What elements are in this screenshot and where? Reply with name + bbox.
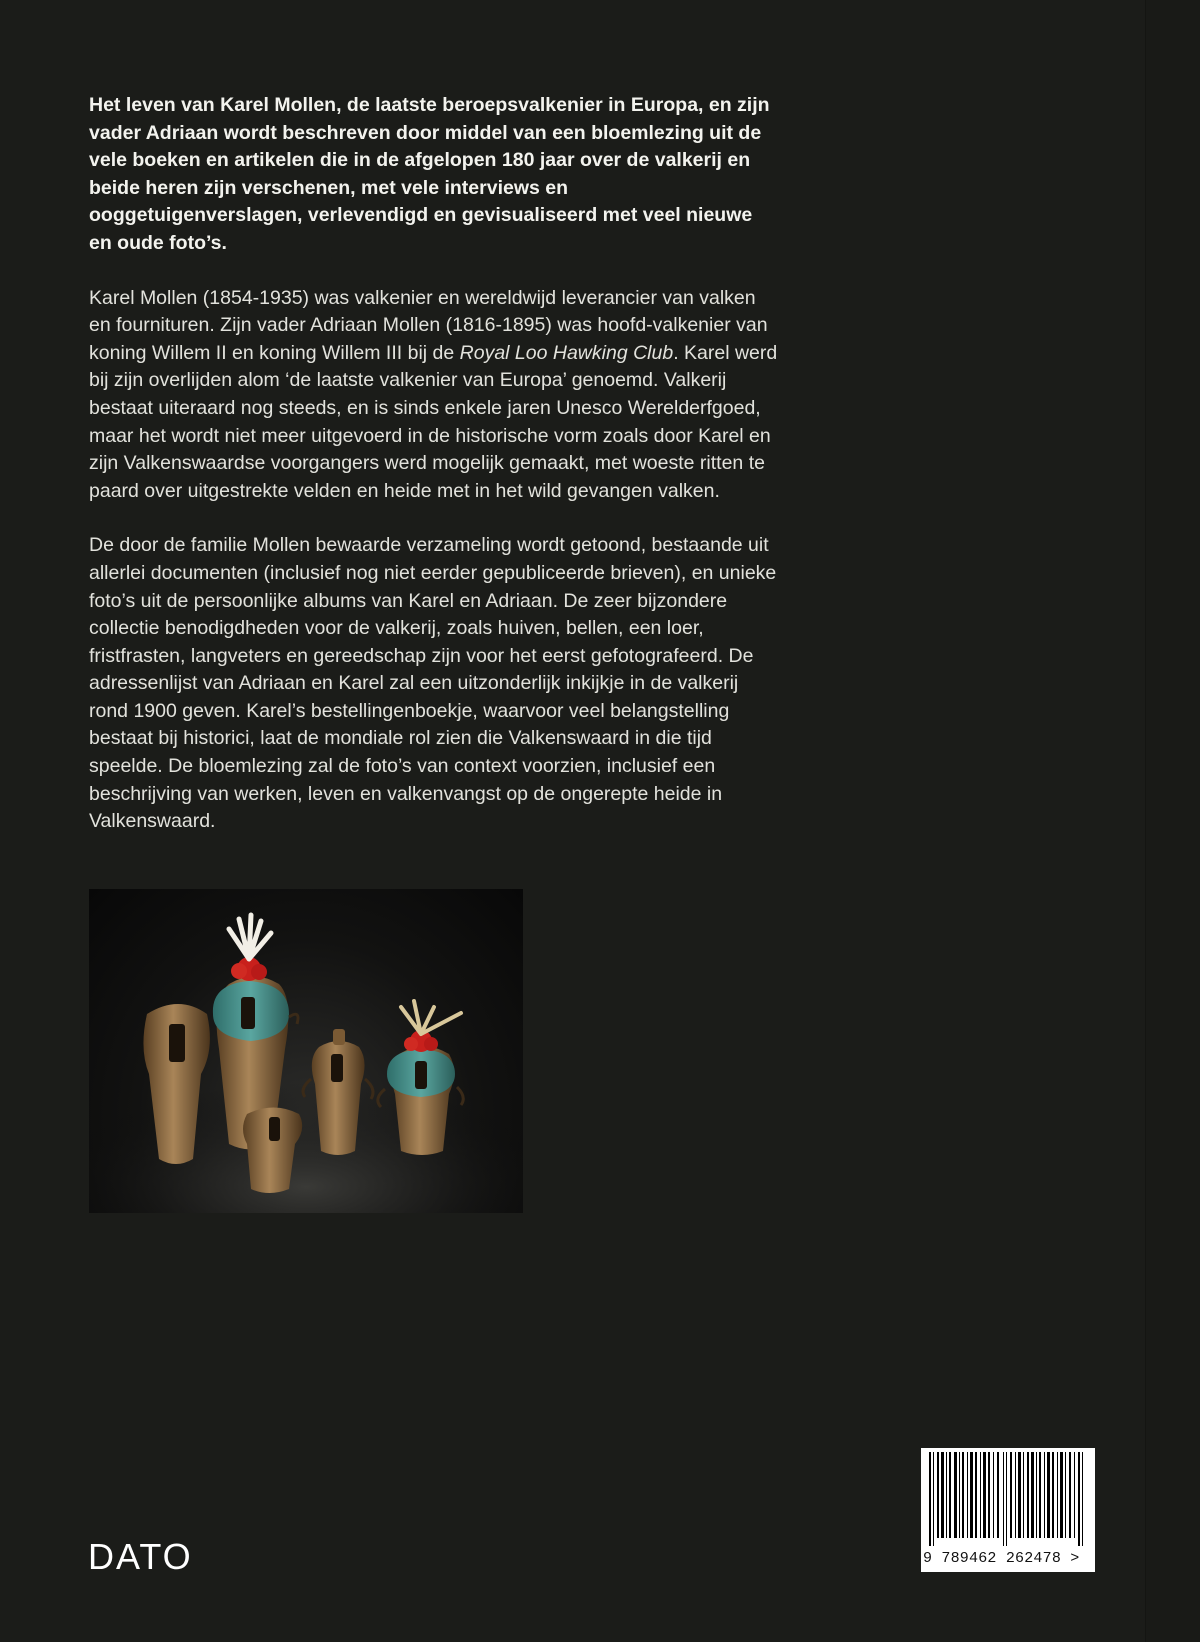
- isbn-number: 9 789462 262478 >: [923, 1550, 1080, 1567]
- falcon-hoods-photo: [89, 889, 523, 1213]
- publisher-logo: DATO: [88, 1536, 193, 1577]
- back-cover-text: [89, 92, 779, 863]
- biography-text-1: Karel Mollen (1854-1935) was valkenier en wereldwijd leverancier van valken en fournituren. Zijn vader Adriaan Mollen (1816-1895) was hoofd-valkenier van koning Willem II en koning Willem III bij de: [89, 286, 768, 364]
- intro-paragraph: Het leven van Karel Mollen, de laatste beroepsvalkenier in Europa, en zijn vader Adriaan wordt beschreven door middel van een bloemlezing uit de vele boeken en artikelen die in de afgelopen 180 jaar over de valkerij en beide heren zijn verschenen, met vele interviews en ooggetuigenverslagen, verlevendigd en gevisualiseerd met veel nieuwe en oude foto’s.: [89, 94, 770, 254]
- collection-paragraph: De door de familie Mollen bewaarde verzameling wordt getoond, bestaande uit allerlei documenten (inclusief nog niet eerder gepubliceerde brieven), en unieke foto’s uit de persoonlijke albums van Karel en Adriaan. De zeer bijzondere collectie benodigdheden voor de valkerij, zoals huiven, bellen, een loer, fristfrasten, langveters en gereedschap zijn voor het eerst gefotografeerd. De adressenlijst van Adriaan en Karel zal een uitzonderlijk inkijkje in de valkerij rond 1900 geven. Karel’s bestellingenboekje, waarvoor veel belangstelling bestaat bij historici, laat de mondiale rol zien die Valkenswaard in die tijd speelde. De bloemlezing zal de foto’s van context voorzien, inclusief een beschrijving van werken, leven en valkenvangst op de ongerepte heide in Valkenswaard.: [89, 534, 777, 833]
- biography-text-2: . Karel werd bij zijn overlijden alom ‘de laatste valkenier van Europa’ genoemd. Valkerij bestaat uiteraard nog steeds, en is sinds enkele jaren Unesco Werelderfgoed, maar het wordt niet meer uitgevoerd in de historische vorm zoals door Karel en zijn Valkenswaardse voorgangers werd mogelijk gemaakt, met woeste ritten te paard over uitgestrekte velden en heide met in het wild gevangen valken.: [89, 341, 778, 502]
- isbn-barcode: [921, 1448, 1095, 1572]
- biography-paragraph: [89, 285, 779, 506]
- barcode-bars: [927, 1452, 1087, 1546]
- club-name: Royal Loo Hawking Club: [459, 341, 674, 364]
- spine-edge: [1145, 0, 1200, 1642]
